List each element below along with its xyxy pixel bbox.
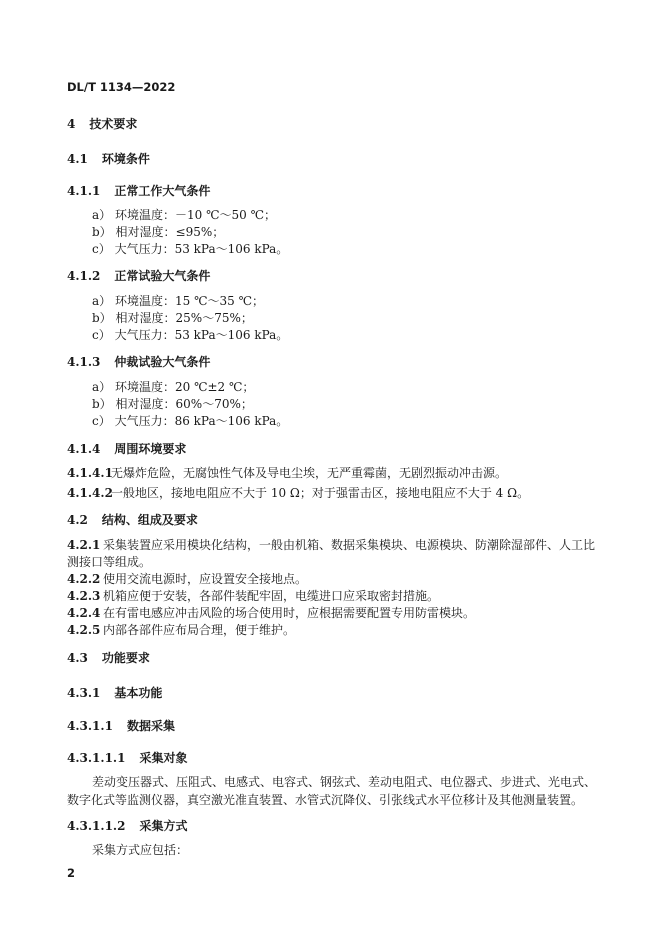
list-text: 相对湿度：25%～75%； [115,311,253,325]
list-item [92,380,254,395]
clause [67,589,439,604]
section-number: 4.3.1.1 [67,719,113,733]
section-number: 4.3.1 [67,686,101,700]
section-number: 4.1 [67,152,88,166]
section-number: 4 [67,117,76,131]
section-4-1-1-heading [67,184,210,199]
section-number: 4.1.1 [67,184,101,198]
list-text: 大气压力：86 kPa～106 kPa。 [114,414,289,428]
section-title: 数据采集 [126,719,175,733]
section-4-1-2-heading [67,269,210,284]
section-title: 仲裁试验大气条件 [114,355,211,369]
clause-number: 4.2.4 [67,606,101,620]
list-label: b） [92,311,112,325]
section-4-3-1-1-1-heading [67,751,187,766]
list-text: 环境温度：20 ℃±2 ℃； [114,380,255,394]
section-4-1-3-heading [67,355,210,370]
section-4-3-1-1-heading [67,719,175,734]
section-title: 周围环境要求 [114,442,187,456]
section-4-2-heading [67,513,198,528]
clause [67,623,295,638]
clause-text: 在有雷电感应冲击风险的场合使用时，应根据需要配置专用防雷模块。 [103,606,476,620]
section-title: 正常工作大气条件 [114,184,211,198]
clause-text: 一般地区，接地电阻应不大于 10 Ω；对于强雷击区，接地电阻应不大于 4 Ω。 [111,486,530,500]
section-4-3-1-heading [67,686,162,701]
list-item [92,311,253,326]
section-title: 结构、组成及要求 [101,513,198,527]
clause-text: 使用交流电源时，应设置安全接地点。 [103,572,308,586]
list-item [92,225,224,240]
list-text: 环境温度：－10 ℃～50 ℃； [114,208,277,222]
section-4-heading [67,117,137,132]
clause-text: 采集装置应采用模块化结构，一般由机箱、数据采集模块、电源模块、防潮除湿部件、人工比 [103,538,596,552]
list-label: b） [92,225,112,239]
section-4-1-4-heading [67,442,186,457]
list-label: c） [92,242,111,256]
clause [67,572,307,587]
list-item [92,294,264,309]
section-number: 4.2 [67,513,88,527]
paragraph-line: 差动变压器式、压阻式、电感式、电容式、钢弦式、差动电阻式、电位器式、步进式、光电式、 [92,775,597,789]
section-number: 4.1.3 [67,355,101,369]
section-title: 基本功能 [114,686,163,700]
section-title: 正常试验大气条件 [114,269,211,283]
clause-number: 4.2.1 [67,538,101,552]
section-number: 4.1.4 [67,442,101,456]
section-4-3-1-1-2-heading [67,819,187,834]
section-number: 4.3.1.1.2 [67,819,126,833]
clause [67,538,595,553]
list-label: b） [92,397,112,411]
section-number: 4.3 [67,651,88,665]
section-4-3-heading [67,651,150,666]
clause [67,486,529,501]
section-4-1-heading [67,152,150,167]
clause-text: 内部各部件应布局合理，便于维护。 [103,623,296,637]
list-item [92,397,253,412]
list-label: a） [92,294,112,308]
clause-number: 4.1.4.1 [67,466,113,480]
list-item [92,414,288,429]
section-title: 采集方式 [139,819,188,833]
list-label: c） [92,328,111,342]
clause-number: 4.1.4.2 [67,486,113,500]
clause-text: 机箱应便于安装，各部件装配牢固，电缆进口应采取密封措施。 [103,589,440,603]
clause-number: 4.2.5 [67,623,101,637]
list-label: a） [92,380,112,394]
clause-continuation: 测接口等组成。 [67,555,152,569]
list-text: 大气压力：53 kPa～106 kPa。 [114,328,289,342]
paragraph-line: 数字化式等监测仪器，真空激光准直装置、水管式沉降仪、引张线式水平位移计及其他测量装置。 [67,793,584,807]
page-number: 2 [67,866,76,880]
section-title: 技术要求 [89,117,138,131]
list-text: 相对湿度：≤95%； [115,225,225,239]
section-title: 环境条件 [101,152,150,166]
paragraph-line: 采集方式应包括： [92,843,189,857]
section-title: 功能要求 [101,651,150,665]
clause [67,606,475,621]
clause-number: 4.2.2 [67,572,101,586]
clause-text: 无爆炸危险，无腐蚀性气体及导电尘埃，无严重霉菌，无剧烈振动冲击源。 [111,466,508,480]
list-label: c） [92,414,111,428]
list-item [92,328,288,343]
list-label: a） [92,208,112,222]
section-number: 4.1.2 [67,269,101,283]
section-number: 4.3.1.1.1 [67,751,126,765]
list-item [92,208,276,223]
list-text: 相对湿度：60%～70%； [115,397,253,411]
list-item [92,242,288,257]
clause-number: 4.2.3 [67,589,101,603]
list-text: 环境温度：15 ℃～35 ℃； [114,294,265,308]
section-title: 采集对象 [139,751,188,765]
document-code: DL/T 1134—2022 [67,80,176,94]
list-text: 大气压力：53 kPa～106 kPa。 [114,242,289,256]
clause [67,466,507,481]
